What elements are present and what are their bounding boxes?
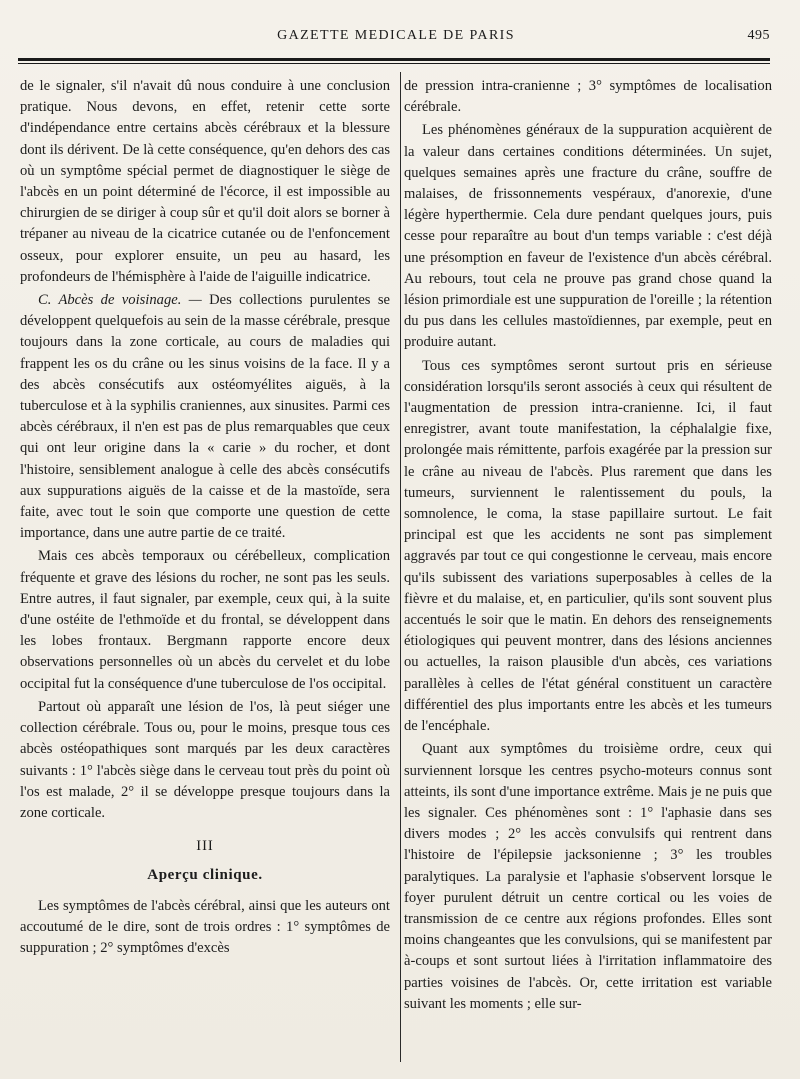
page-number: 495 — [747, 28, 770, 43]
page-header — [20, 22, 772, 54]
right-paragraph-2: Les phénomènes généraux de la suppuration acquièrent de la valeur dans certaines conditions déterminées. Un sujet, quelques semaines après une fracture du crâne, souffre de malaises, de frissonnements vespéraux, d'anorexie, d'une légère hyperthermie. Cela dure pendant quelques jours, puis cesse pour reparaître au bout d'un temps variable : c'est déjà une présomption en faveur de l'existence d'un abcès cérébral. Au rebours, tout cela ne prouve pas grand chose quand la lésion primordiale est une suppuration de l'oreille ; la rétention du pus dans les cellules mastoïdiennes, par exemple, peut en produire autant. — [404, 122, 772, 351]
left-paragraph-2 — [20, 290, 390, 544]
right-paragraph-1: de pression intra-cranienne ; 3° symptômes de localisation cérébrale. — [404, 78, 772, 116]
left-paragraph-5: Les symptômes de l'abcès cérébral, ainsi que les auteurs ont accoutumé de le dire, sont de trois ordres : 1° symptômes de suppuration ; 2° symptômes d'excès — [20, 897, 390, 956]
right-column — [404, 76, 772, 1015]
left-paragraph-2-text: Des collections purulentes se développent quelquefois au sein de la masse cérébrale, presque toujours dans la zone corticale, au cours de maladies qui frappent les os du crâne ou les sinus voisins de la face. Il y a des abcès consécutifs aux ostéomyélites aiguës, à la tuberculose et à la syphilis craniennes, aux sinusites. Parmi ces abcès cérébraux, il n'en est pas de plus remarquables que ceux qui ont leur origine dans la « carie » du rocher, et dont l'histoire, sensiblement analogue à celle des abcès consécutifs aux suppurations aiguës de la caisse et de la mastoïde, sera faite, avec tout le soin que comporte une question de cette importance, dans une autre partie de ce traité. — [20, 292, 390, 542]
journal-title: GAZETTE MEDICALE DE PARIS — [277, 28, 515, 43]
section-title: Aperçu clinique. — [147, 867, 263, 884]
left-paragraph-4: Partout où apparaît une lésion de l'os, là peut siéger une collection cérébrale. Tous ou, pour le moins, presque tous ces abcès ostéopathiques sont marqués par les deux caractères suivants : 1° l'abcès siège dans le cerveau tout près du point où l'os est malade, 2° il se développe presque toujours dans la zone corticale. — [20, 698, 390, 821]
header-rule-thin — [18, 63, 770, 64]
left-paragraph-3: Mais ces abcès temporaux ou cérébelleux, complication fréquente et grave des lésions du rocher, ne sont pas les seuls. Entre autres, il faut signaler, par exemple, ceux qui, à la suite d'une ostéite de l'ethmoïde et du frontal, se développent dans les lobes frontaux. Bergmann rapporte encore deux observations personnelles où un abcès du cervelet et du lobe occipital fut la conséquence d'une tuberculose de l'os occipital. — [20, 548, 390, 692]
column-divider — [400, 72, 401, 1062]
right-paragraph-4: Quant aux symptômes du troisième ordre, ceux qui surviennent lorsque les centres psycho-moteurs connus sont atteints, ils sont d'une importance extrême. Mais je ne puis que les signaler. Ces phénomènes sont : 1° l'aphasie dans ses divers modes ; 2° les accès convulsifs qui rentrent dans l'histoire de l'épilepsie jacksonienne ; 3° les troubles paralytiques. La paralysie et l'aphasie s'observent lorsque le foyer purulent détruit un centre cortical ou les voies de transmission de ce centre aux régions profondes. Elles sont moins changeantes que les convulsions, qui se manifestent par à-coups et sont surtout liées à l'irritation inflammatoire des parties voisines de l'abcès. Or, cette irritation est variable suivant les moments ; elle sur- — [404, 741, 772, 1012]
left-column — [20, 76, 390, 959]
header-rule-thick — [18, 58, 770, 61]
right-paragraph-3: Tous ces symptômes seront surtout pris en sérieuse considération lorsqu'ils seront associés à ceux qui résultent de l'augmentation de pression intra-cranienne. Ici, il faut enregistrer, avant toute manifestation, la céphalalgie fixe, prolongée mais rémittente, parfois exagérée par la pression sur le crâne au niveau de l'abcès. Plus rarement que dans les tumeurs, surviennent le ralentissement du pouls, la somnolence, le coma, la stase papillaire surtout. Le fait principal est que les accidents ne sont pas simplement aggravés par tout ce qui congestionne le cerveau, mais encore qu'ils subissent des variations superposables à celles de la fièvre et du malaise, et, en particulier, qu'ils sont souvent plus accentués le soir que le matin. En dehors des renseignements étiologiques qui peuvent montrer, dans des lésions anciennes ou actuelles, la raison plausible d'un abcès, ces variations parallèles à celles de l'état général constituent un caractère différentiel des plus importants entre les abcès et les tumeurs de l'encéphale. — [404, 357, 772, 735]
section-number: III — [196, 838, 214, 855]
section-c-label: C. Abcès de voisinage. — — [38, 292, 202, 309]
left-paragraph-1: de le signaler, s'il n'avait dû nous conduire à une conclusion pratique. Nous devons, en effet, retenir cette sorte d'indépendance entre certains abcès cérébraux et la blessure dont ils dérivent. De là cette conséquence, qu'en dehors des cas où un symptôme spécial permet de diagnostiquer le siège de l'abcès en un point déterminé de l'écorce, il est impossible au chirurgien de se diriger à coup sûr et qu'il doit alors se borner à trépaner au niveau de la cicatrice cutanée ou de l'enfoncement osseux, pour explorer ensuite, un peu au hasard, les profondeurs de l'hémisphère à l'aide de l'aiguille indicatrice. — [20, 78, 390, 285]
